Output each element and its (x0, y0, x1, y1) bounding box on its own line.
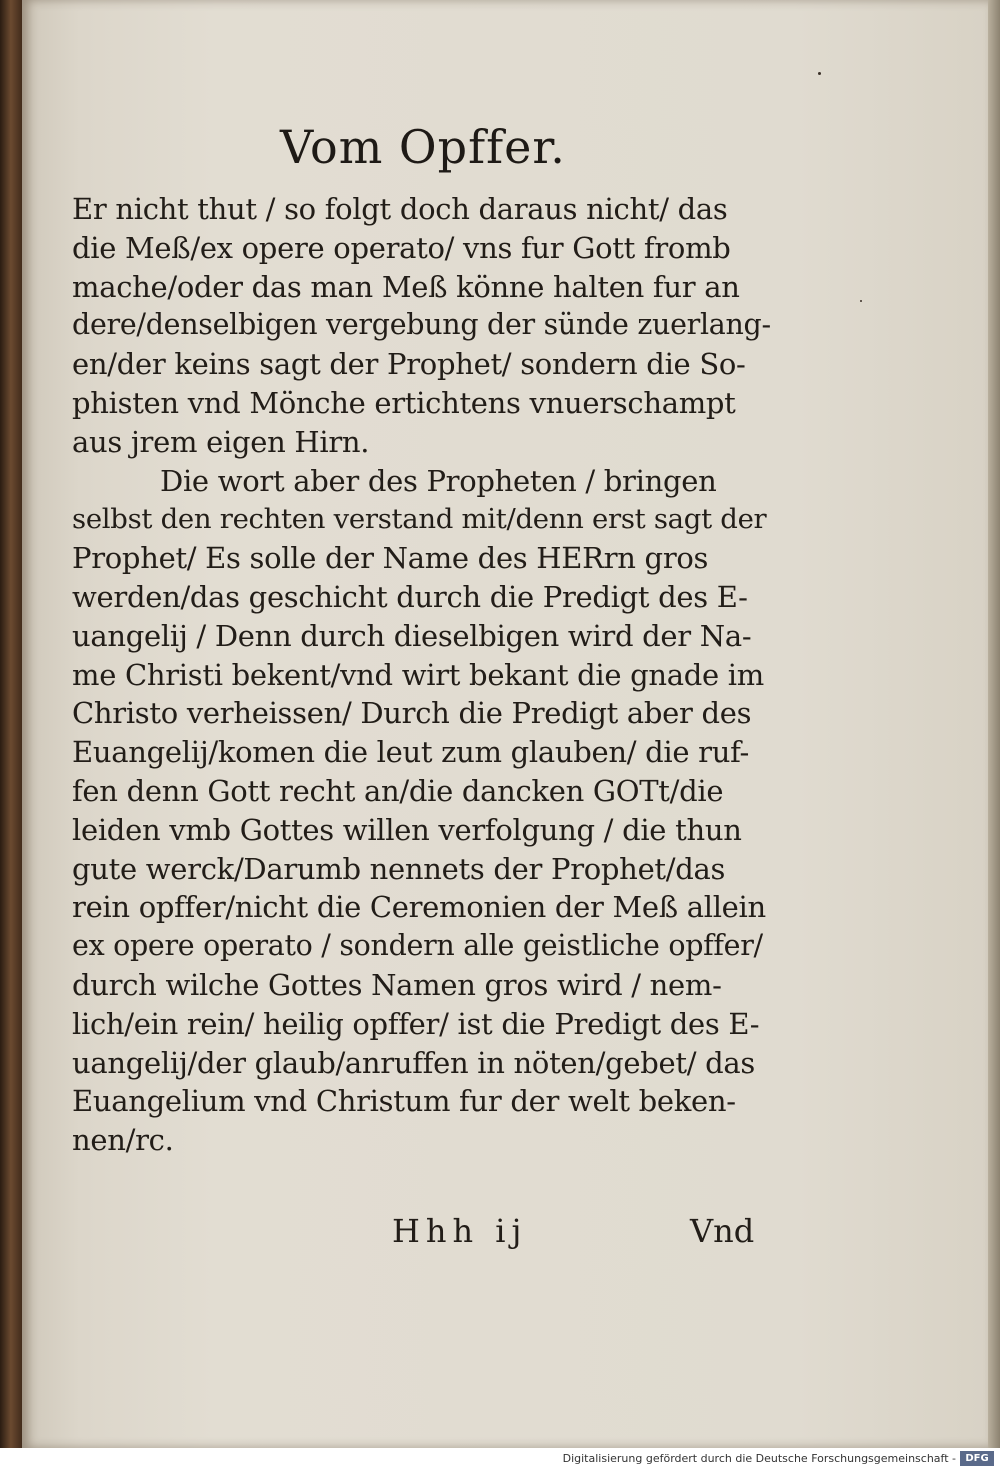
text-line: en/der keins sagt der Prophet/ sondern die So- (72, 347, 746, 382)
text-line: werden/das geschicht durch die Predigt des E- (72, 579, 748, 614)
text-line: selbst den rechten verstand mit/denn erst sagt der (72, 503, 767, 536)
text-line: die Meß/ex opere operato/ vns fur Gott fromb (72, 230, 731, 265)
footer-bar (0, 1448, 1000, 1470)
text-line: phisten vnd Mönche ertichtens vnuerschampt (72, 385, 736, 420)
text-line: gute werck/Darumb nennets der Prophet/das (72, 851, 726, 886)
text-line: ex opere operato / sondern alle geistliche opffer/ (72, 929, 763, 963)
text-line: fen denn Gott recht an/die dancken GOTt/die (72, 773, 724, 808)
paper-speck (860, 300, 862, 302)
text-line: Er nicht thut / so folgt doch daraus nicht/ das (72, 192, 728, 226)
book-binding-edge (0, 0, 24, 1448)
text-line: dere/denselbigen vergebung der sünde zuerlang- (72, 308, 771, 342)
text-line: mache/oder das man Meß könne halten fur an (72, 269, 740, 304)
text-line: nen/rc. (72, 1123, 174, 1158)
footer-credit: Digitalisierung gefördert durch die Deutsche Forschungsgemeinschaft - (562, 1452, 956, 1465)
paper-speck (818, 72, 821, 75)
body-text (72, 190, 772, 1160)
signature-mark: Hhh ij (392, 1212, 528, 1250)
text-line: me Christi bekent/vnd wirt bekant die gnade im (72, 657, 764, 692)
text-line: rein opffer/nicht die Ceremonien der Meß allein (72, 890, 766, 925)
catchword: Vnd (690, 1212, 755, 1250)
text-line: Prophet/ Es solle der Name des HERrn gros (72, 541, 709, 576)
text-line: Die wort aber des Propheten / bringen (160, 463, 717, 498)
text-line: Christo verheissen/ Durch die Predigt aber des (72, 696, 752, 731)
text-line: uangelij/der glaub/anruffen in nöten/gebet/ das (72, 1045, 755, 1080)
text-line: Euangelij/komen die leut zum glauben/ die ruf- (72, 735, 749, 770)
text-line: aus jrem eigen Hirn. (72, 424, 370, 459)
running-head: Vom Opffer. (280, 120, 566, 174)
text-line: lich/ein rein/ heilig opffer/ ist die Predigt des E- (72, 1006, 760, 1041)
text-line: durch wilche Gottes Namen gros wird / nem- (72, 967, 722, 1002)
page-edge (988, 0, 1000, 1448)
text-line: uangelij / Denn durch dieselbigen wird der Na- (72, 618, 752, 653)
text-line: leiden vmb Gottes willen verfolgung / die thun (72, 812, 742, 847)
dfg-logo-icon: DFG (960, 1451, 994, 1466)
text-line: Euangelium vnd Christum fur der welt beken- (72, 1084, 736, 1119)
